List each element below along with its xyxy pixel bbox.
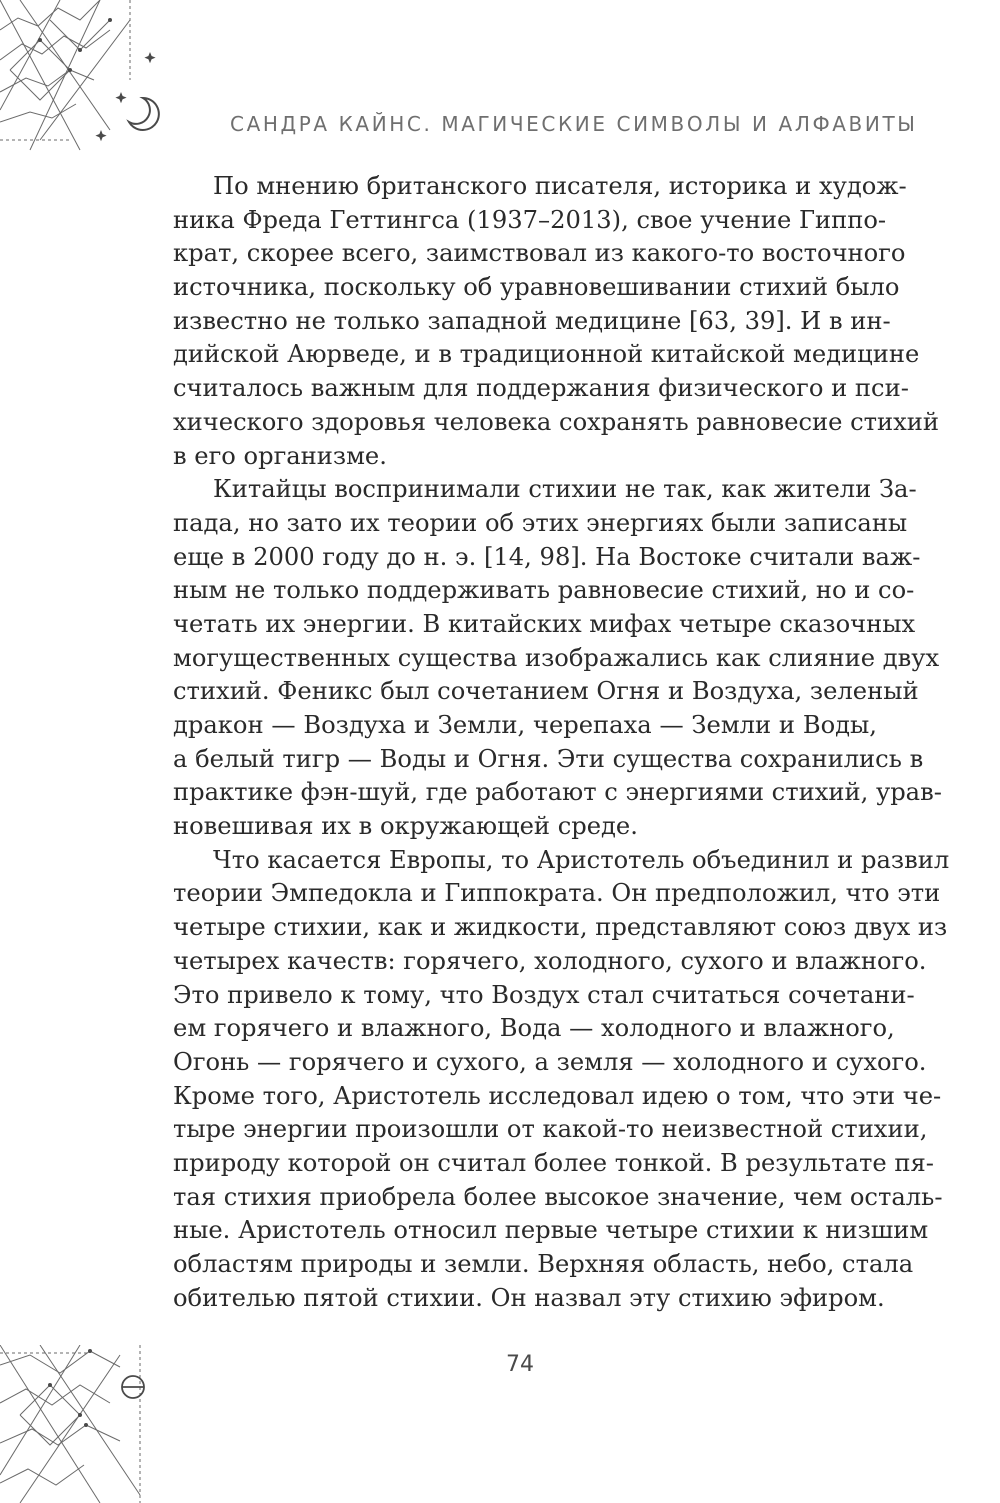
text-line: Что касается Европы, то Аристотель объединил и развил (213, 845, 950, 874)
text-line: ника Фреда Геттингса (1937–2013), свое учение Гиппо- (173, 205, 887, 234)
text-line: а белый тигр — Воды и Огня. Эти существа сохранились в (173, 744, 924, 773)
page-number: 74 (506, 1352, 534, 1377)
paragraph (173, 844, 950, 1316)
text-line: теории Эмпедокла и Гиппократа. Он предположил, что эти (173, 879, 941, 908)
text-line: Огонь — горячего и сухого, а земля — холодного и сухого. (173, 1047, 927, 1076)
text-line: известно не только западной медицине [63, 39]. И в ин- (173, 306, 891, 335)
text-line: четать их энергии. В китайских мифах четыре сказочных (173, 609, 916, 638)
text-line: ем горячего и влажного, Вода — холодного и влажного, (173, 1014, 895, 1043)
text-line: источника, поскольку об уравновешивании стихий было (173, 273, 900, 302)
paragraph (173, 473, 942, 844)
text-line: тая стихия приобрела более высокое значение, чем осталь- (173, 1182, 943, 1211)
text-line: дракон — Воздуха и Земли, черепаха — Земли и Воды, (173, 711, 877, 739)
text-line: природу которой он считал более тонкой. В результате пя- (173, 1148, 934, 1177)
text-line: четыре стихии, как и жидкости, представляют союз двух из (173, 913, 948, 942)
text-line: По мнению британского писателя, историка и худож- (213, 172, 907, 200)
text-line: дийской Аюрведе, и в традиционной китайской медицине (173, 340, 920, 369)
text-line: ные. Аристотель относил первые четыре стихии к низшим (173, 1216, 929, 1245)
text-line: Китайцы воспринимали стихии не так, как жители За- (213, 475, 917, 504)
text-line: тыре энергии произошли от какой-то неизвестной стихии, (173, 1115, 928, 1144)
body-text (173, 170, 950, 1315)
text-line: ным не только поддерживать равновесие стихий, но и со- (173, 576, 915, 605)
text-line: крат, скорее всего, заимствовал из какого-то восточного (173, 239, 906, 268)
text-line: считалось важным для поддержания физического и пси- (173, 374, 909, 403)
text-line: могущественных существа изображались как слияние двух (173, 643, 940, 672)
text-line: Это привело к тому, что Воздух стал считаться сочетани- (173, 980, 915, 1009)
text-line: в его организме. (173, 441, 387, 470)
text-line: стихий. Феникс был сочетанием Огня и Воздуха, зеленый (173, 677, 919, 706)
text-line: еще в 2000 году до н. э. [14, 98]. На Востоке считали важ- (173, 542, 921, 571)
geometric-ornament-top-icon (0, 0, 160, 160)
text-line: четырех качеств: горячего, холодного, сухого и влажного. (173, 946, 927, 975)
geometric-ornament-bottom-icon (0, 1345, 160, 1503)
text-line: обителью пятой стихии. Он назвал эту стихию эфиром. (173, 1283, 885, 1312)
text-line: областям природы и земли. Верхняя область, небо, стала (173, 1250, 914, 1278)
text-line: новешивая их в окружающей среде. (173, 812, 638, 841)
text-line: Кроме того, Аристотель исследовал идею о том, что эти че- (173, 1081, 942, 1110)
text-line: пада, но зато их теории об этих энергиях были записаны (173, 508, 908, 537)
text-line: хического здоровья человека сохранять равновесие стихий (173, 407, 940, 436)
paragraph (173, 170, 940, 473)
running-head: САНДРА КАЙНС. МАГИЧЕСКИЕ СИМВОЛЫ И АЛФАВИТЫ (230, 112, 918, 136)
text-line: практике фэн-шуй, где работают с энергиями стихий, урав- (173, 778, 942, 807)
